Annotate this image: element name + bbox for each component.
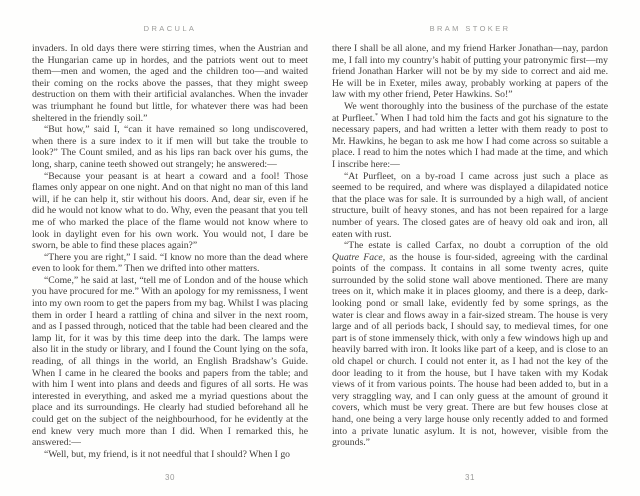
paragraph: [32, 449, 308, 461]
page-left: [32, 0, 308, 496]
text-run: “Because your peasant is at heart a coward and a fool! Those flames only appear on one night. And on that night no man of this land will, if he can help it, stir without his doors. And, dear sir, even if he did he would not know what to do. Why, even the peasant that you tell me of who marked the place of the flame would not know where to look in daylight even for his own work. You would not, I dare be sworn, be able to find these places again?”: [32, 170, 308, 252]
paragraph: [332, 171, 608, 241]
text-run: as the house is four-sided, agreeing with the cardinal points of the compass. It contains in all some twenty acres, quite surrounded by the solid stone wall above mentioned. There are many trees on it, which make it in places gloomy, and there is a deep, dark-looking pond or small lake, evidently fed by some springs, as the water is clear and flows away in a fair-sized stream. The house is very large and of all periods back, I should say, to medieval times, for one part is of stone immensely thick, with only a few windows high up and heavily barred with iron. It looks like part of a keep, and is close to an old chapel or church. I could not enter it, as I had not the key of the door leading to it from the house, but I have taken with my Kodak views of it from various points. The house had been added to, but in a very straggling way, and I can only guess at the amount of ground it covers, which must be very great. There are but few houses close at hand, one being a very large house only recently added to and formed into a private lunatic asylum. It is not, however, visible from the grounds.”: [332, 251, 608, 449]
paragraph: [32, 124, 308, 170]
page-number-left: 30: [165, 473, 175, 482]
text-run: Quatre Face,: [332, 251, 386, 263]
footnote-marker: *: [374, 112, 378, 119]
text-run: When I had told him the facts and got his signature to the necessary papers, and had written a letter with them ready to post to Mr. Hawkins, he began to ask me how I had come across so suitable a place. I read to him the notes which I had made at the time, and which I inscribe here:—: [332, 112, 608, 170]
text-run: “The estate is called Carfax, no doubt a corruption of the old: [344, 240, 608, 252]
text-run: invaders. In old days there were stirring times, when the Austrian and the Hungarian came up in hordes, and the patriots went out to meet them—men and women, the aged and the children too—and waited their coming on the rocks above the passes, that they might sweep destruction on them with their artificial avalanches. When the invader was triumphant he found but little, for whatever there was had been sheltered in the friendly soil.”: [32, 43, 308, 124]
text-run: We went thoroughly into the business of the purchase of the estate at Purfleet.: [332, 100, 608, 124]
paragraph: [32, 43, 308, 124]
text-run: “But how,” said I, “can it have remained so long undiscovered, when there is a sure index to it if men will but take the trouble to look?” The Count smiled, and as his lips ran back over his gums, the long, sharp, canine teeth showed out strangely; he answered:—: [32, 124, 308, 170]
page-text-right: [332, 43, 608, 449]
paragraph: [32, 171, 308, 252]
text-run: “At Purfleet, on a by-road I came across just such a place as seemed to be required, and where was displayed a dilapidated notice that the place was for sale. It is surrounded by a high wall, of ancient structure, built of heavy stones, and has not been repaired for a large number of years. The closed gates are of heavy old oak and iron, all eaten with rust.: [332, 170, 608, 240]
page-right: [332, 0, 608, 496]
paragraph: [332, 43, 608, 101]
text-run: “Well, but, my friend, is it not needful that I should? When I go: [44, 448, 291, 460]
text-run: “Come,” he said at last, “tell me of London and of the house which you have procured for me.” With an apology for my remissness, I went into my own room to get the papers from my bag. Whilst I was placing them in order I heard a rattling of china and silver in the next room, and as I passed through, noticed that the table had been cleared and the lamp lit, for it was by this time deep into the dark. The lamps were also lit in the study or library, and I found the Count lying on the sofa, reading, of all things in the world, an English Bradshaw’s Guide. When I came in he cleared the books and papers from the table; and with him I went into plans and deeds and figures of all sorts. He was interested in everything, and asked me a myriad questions about the place and its surroundings. He clearly had studied beforehand all he could get on the subject of the neighbourhood, for he evidently at the end knew very much more than I did. When I remarked this, he answered:—: [32, 274, 308, 449]
paragraph: [332, 240, 608, 449]
paragraph: [32, 275, 308, 449]
paragraph: [332, 101, 608, 171]
paragraph: [32, 252, 308, 275]
page-text-left: [32, 43, 308, 460]
text-run: there I shall be all alone, and my friend Harker Jonathan—nay, pardon me, I fall into my country’s habit of putting your patronymic first—my friend Jonathan Harker will not be by my side to correct and aid me. He will be in Exeter, miles away, probably working at papers of the law with my other friend, Peter Hawkins. So!”: [332, 43, 608, 101]
page-number-right: 31: [465, 473, 475, 482]
text-run: “There you are right,” I said. “I know no more than the dead where even to look for them.” Then we drifted into other matters.: [32, 251, 308, 275]
running-head-author: BRAM STOKER: [429, 24, 511, 33]
running-head-title: DRACULA: [143, 24, 197, 33]
